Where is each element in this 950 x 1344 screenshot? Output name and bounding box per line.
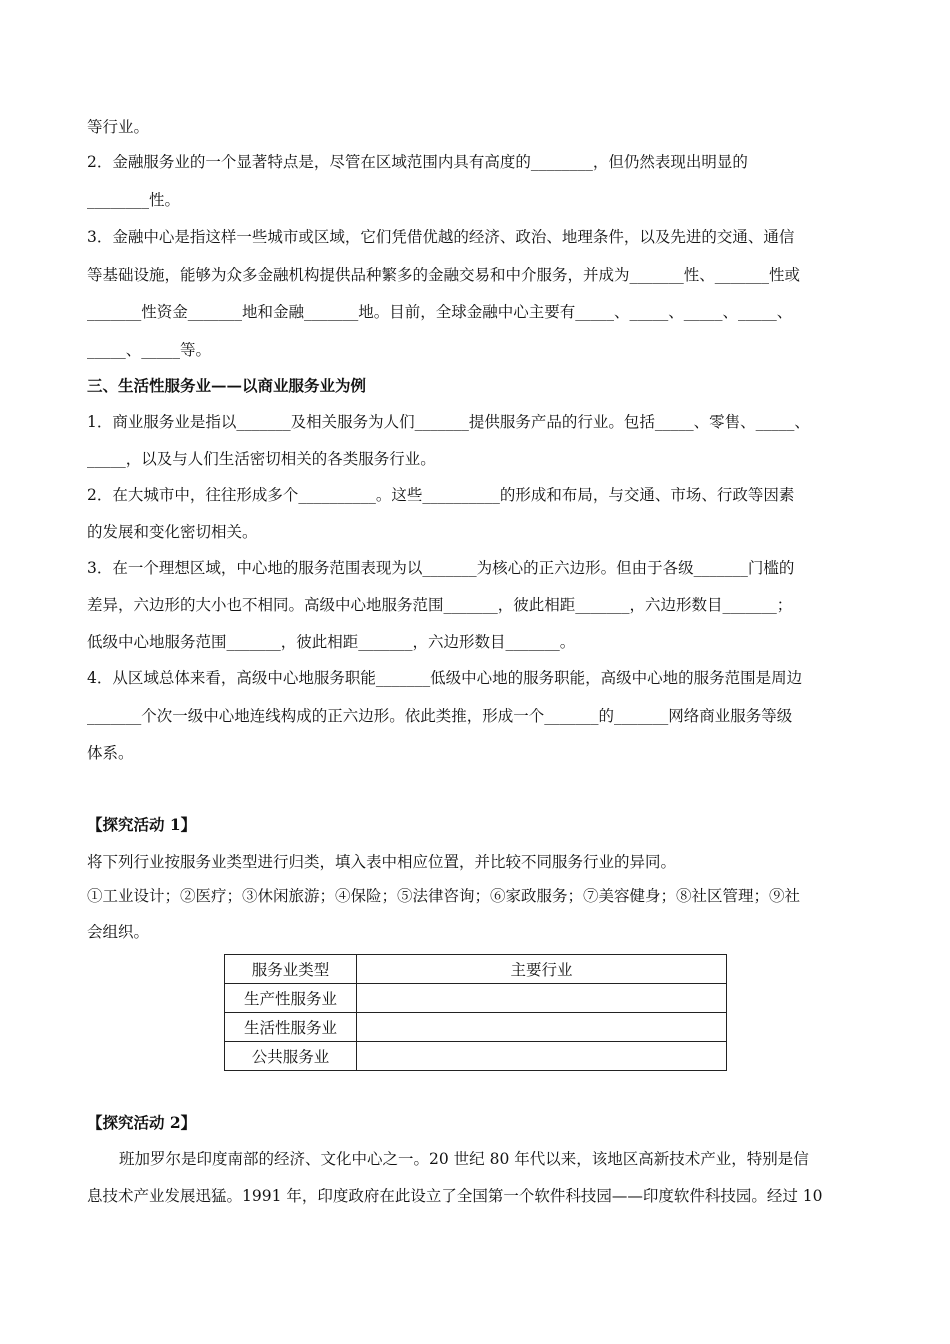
text-line: 低级中心地服务范围_______，彼此相距_______，六边形数目_______。 [87,633,576,651]
section-heading: 三、生活性服务业——以商业服务业为例 [87,376,367,395]
table-row [225,1013,727,1042]
text-line: 等行业。 [87,118,150,136]
activity-heading: 【探究活动 1】 [87,815,197,834]
service-type-table [224,954,727,1071]
text-line: 3．金融中心是指这样一些城市或区域，它们凭借优越的经济、政治、地理条件，以及先进的交通、通信 [87,228,795,246]
table-row [225,1042,727,1071]
text-line: ________性。 [87,191,181,209]
table-cell: 生产性服务业 [225,984,357,1013]
text-line: 1．商业服务业是指以_______及相关服务为人们_______提供服务产品的行业。包括_____、零售、_____、 [87,413,810,431]
text-line: 的发展和变化密切相关。 [87,523,258,541]
text-line: _______性资金_______地和金融_______地。目前，全球金融中心主要有_____、_____、_____、_____、 [87,303,793,321]
text-line: 息技术产业发展迅猛。1991 年，印度政府在此设立了全国第一个软件科技园——印度软件科技园。经过 10 [87,1187,823,1205]
text-line: 等基础设施，能够为众多金融机构提供品种繁多的金融交易和中介服务，并成为_______性、_______性或 [87,266,801,284]
table-header-cell: 服务业类型 [225,955,357,984]
text-line: _______个次一级中心地连线构成的正六边形。依此类推，形成一个_______的_______网络商业服务等级 [87,707,793,725]
text-line: 差异，六边形的大小也不相同。高级中心地服务范围_______，彼此相距_______，六边形数目_______； [87,596,793,614]
text-line: 会组织。 [87,923,150,941]
text-line: 2．在大城市中，往往形成多个__________。这些__________的形成和布局，与交通、市场、行政等因素 [87,486,795,504]
text-line: 体系。 [87,744,134,762]
table-cell-blank [357,1042,727,1071]
text-line: 将下列行业按服务业类型进行归类，填入表中相应位置，并比较不同服务行业的异同。 [87,853,677,871]
text-line: _____、_____等。 [87,341,212,359]
table-cell: 公共服务业 [225,1042,357,1071]
text-line: 班加罗尔是印度南部的经济、文化中心之一。20 世纪 80 年代以来，该地区高新技术产业，特别是信 [119,1150,809,1168]
table-header-row [225,955,727,984]
text-line: ①工业设计；②医疗；③休闲旅游；④保险；⑤法律咨询；⑥家政服务；⑦美容健身；⑧社区管理；⑨社 [87,887,801,905]
table-cell: 生活性服务业 [225,1013,357,1042]
table-header-cell: 主要行业 [357,955,727,984]
activity-heading: 【探究活动 2】 [87,1113,197,1132]
table-cell-blank [357,984,727,1013]
text-line: 3．在一个理想区域，中心地的服务范围表现为以_______为核心的正六边形。但由于各级_______门槛的 [87,559,795,577]
table-row [225,984,727,1013]
table-cell-blank [357,1013,727,1042]
text-line: 2．金融服务业的一个显著特点是，尽管在区域范围内具有高度的________，但仍然表现出明显的 [87,153,748,171]
text-line: 4．从区域总体来看，高级中心地服务职能_______低级中心地的服务职能，高级中心地的服务范围是周边 [87,669,803,687]
text-line: _____，以及与人们生活密切相关的各类服务行业。 [87,450,436,468]
